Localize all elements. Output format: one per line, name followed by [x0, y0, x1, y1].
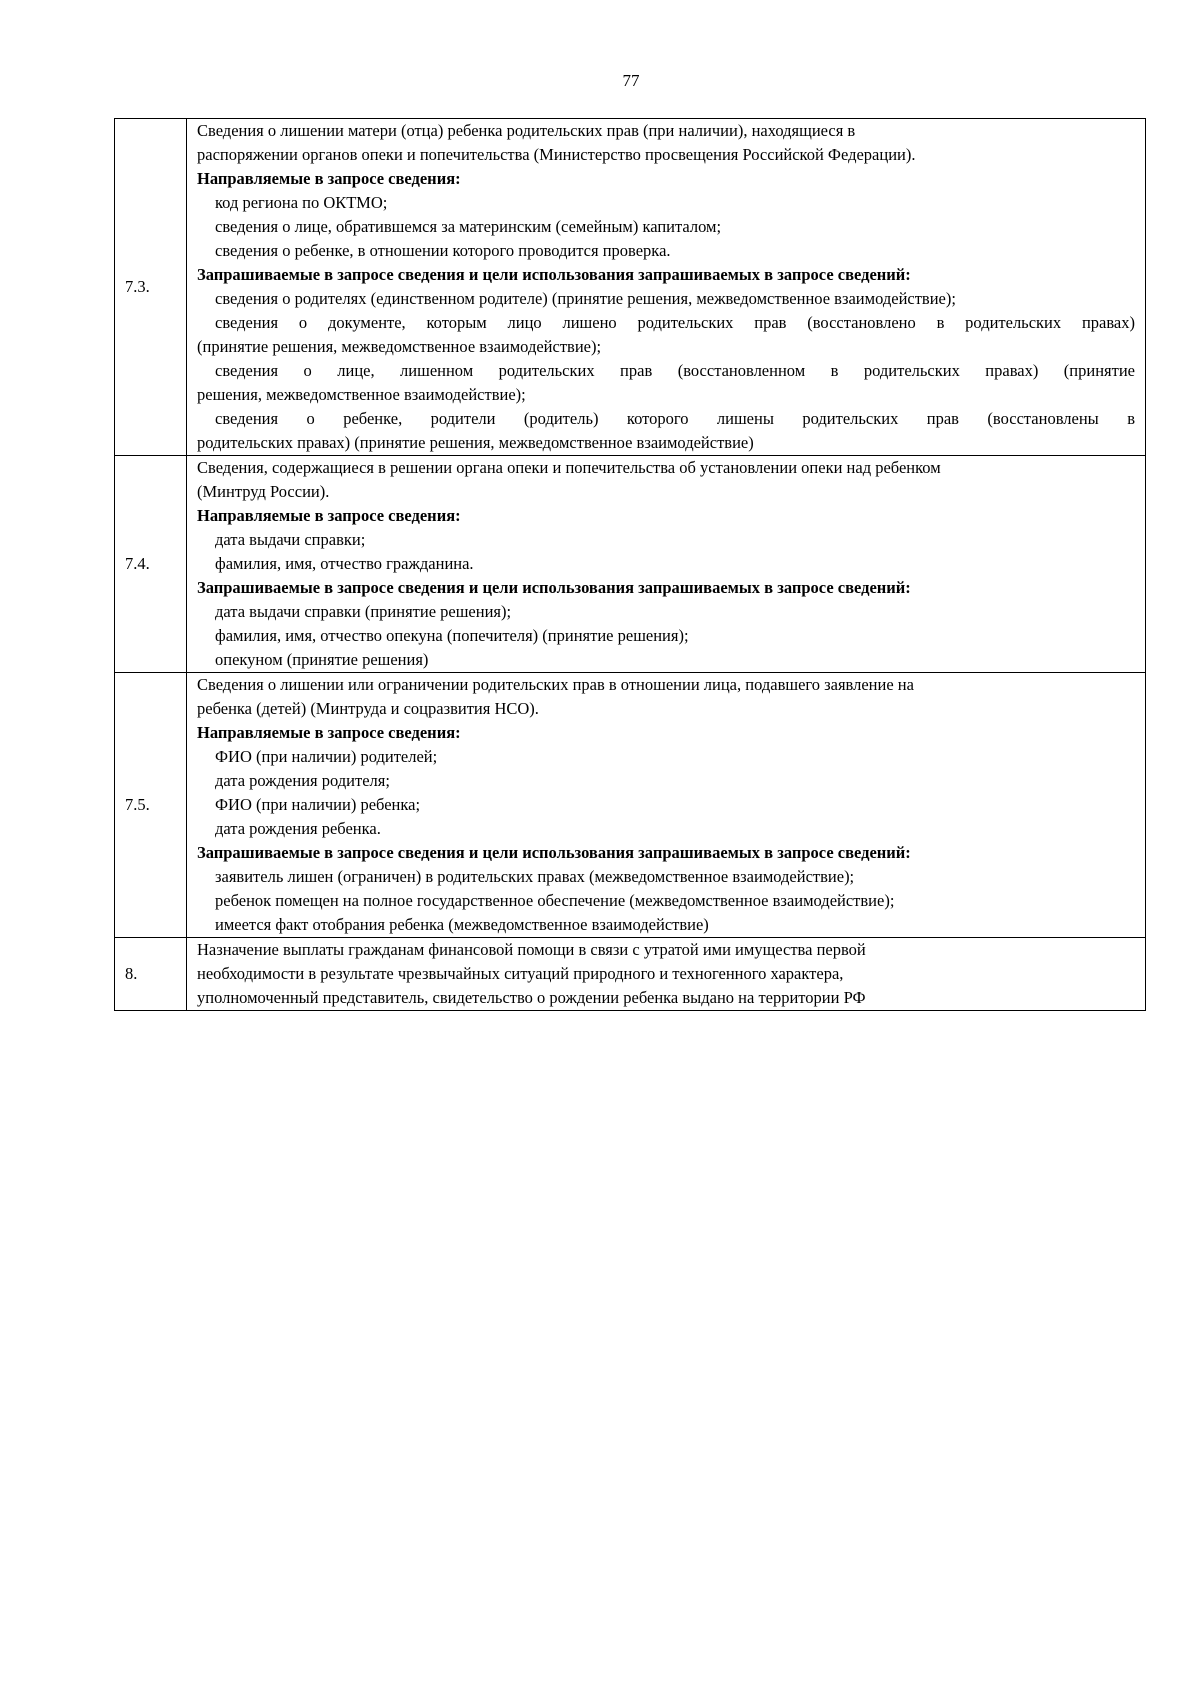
row-text-line: Сведения о лишении или ограничении родительских прав в отношении лица, подавшего заявление на	[197, 675, 914, 694]
row-text-line: ребенка (детей) (Минтруда и соцразвития НСО).	[197, 699, 539, 718]
row-content	[187, 938, 1146, 1011]
table-row	[115, 673, 1146, 938]
list-item-continuation: родительских правах) (принятие решения, межведомственное взаимодействие)	[197, 433, 754, 452]
list-item: сведения о ребенке, в отношении которого проводится проверка.	[215, 241, 671, 260]
row-number: 7.3.	[115, 119, 187, 456]
row-text-line: Назначение выплаты гражданам финансовой помощи в связи с утратой ими имущества первой	[197, 940, 866, 959]
section-heading: Запрашиваемые в запросе сведения и цели использования запрашиваемых в запросе сведений:	[197, 578, 911, 597]
list-item: ФИО (при наличии) родителей;	[215, 747, 438, 766]
list-item: сведения о родителях (единственном родителе) (принятие решения, межведомственное взаимодействие);	[215, 289, 956, 308]
list-item: сведения о ребенке, родители (родитель) которого лишены родительских прав (восстановлены в	[215, 409, 1135, 428]
row-number: 7.5.	[115, 673, 187, 938]
row-text-line: Сведения о лишении матери (отца) ребенка родительских прав (при наличии), находящиеся в	[197, 121, 856, 140]
list-item: ребенок помещен на полное государственное обеспечение (межведомственное взаимодействие);	[215, 891, 895, 910]
section-heading: Направляемые в запросе сведения:	[197, 169, 461, 188]
list-item: код региона по ОКТМО;	[215, 193, 388, 212]
list-item: имеется факт отобрания ребенка (межведомственное взаимодействие)	[215, 915, 709, 934]
row-number: 7.4.	[115, 456, 187, 673]
list-item: ФИО (при наличии) ребенка;	[215, 795, 421, 814]
list-item: дата рождения ребенка.	[215, 819, 381, 838]
list-item: фамилия, имя, отчество опекуна (попечителя) (принятие решения);	[215, 626, 689, 645]
list-item-continuation: (принятие решения, межведомственное взаимодействие);	[197, 337, 602, 356]
row-text-line: распоряжении органов опеки и попечительства (Министерство просвещения Российской Федерации).	[197, 145, 916, 164]
row-text-line: Сведения, содержащиеся в решении органа опеки и попечительства об установлении опеки над ребенком	[197, 458, 941, 477]
list-item: дата выдачи справки;	[215, 530, 366, 549]
list-item: заявитель лишен (ограничен) в родительских правах (межведомственное взаимодействие);	[215, 867, 855, 886]
list-item-continuation: решения, межведомственное взаимодействие);	[197, 385, 526, 404]
row-content	[187, 456, 1146, 673]
list-item: опекуном (принятие решения)	[215, 650, 429, 669]
list-item: дата выдачи справки (принятие решения);	[215, 602, 512, 621]
row-text-line: необходимости в результате чрезвычайных ситуаций природного и техногенного характера,	[197, 964, 844, 983]
row-text-line: уполномоченный представитель, свидетельство о рождении ребенка выдано на территории РФ	[197, 988, 866, 1007]
section-heading: Запрашиваемые в запросе сведения и цели использования запрашиваемых в запросе сведений:	[197, 843, 911, 862]
row-content	[187, 673, 1146, 938]
table-row	[115, 119, 1146, 456]
section-heading: Запрашиваемые в запросе сведения и цели использования запрашиваемых в запросе сведений:	[197, 265, 911, 284]
row-content	[187, 119, 1146, 456]
page-number: 77	[622, 71, 640, 90]
table-row	[115, 938, 1146, 1011]
list-item: сведения о документе, которым лицо лишено родительских прав (восстановлено в родительских правах)	[215, 313, 1135, 332]
section-heading: Направляемые в запросе сведения:	[197, 506, 461, 525]
row-text-line: (Минтруд России).	[197, 482, 330, 501]
list-item: сведения о лице, обратившемся за материнским (семейным) капиталом;	[215, 217, 722, 236]
row-number: 8.	[115, 938, 187, 1011]
requirements-table	[114, 118, 1146, 1011]
list-item: фамилия, имя, отчество гражданина.	[215, 554, 474, 573]
list-item: сведения о лице, лишенном родительских прав (восстановленном в родительских правах) (принятие	[215, 361, 1135, 380]
list-item: дата рождения родителя;	[215, 771, 390, 790]
section-heading: Направляемые в запросе сведения:	[197, 723, 461, 742]
table-row	[115, 456, 1146, 673]
